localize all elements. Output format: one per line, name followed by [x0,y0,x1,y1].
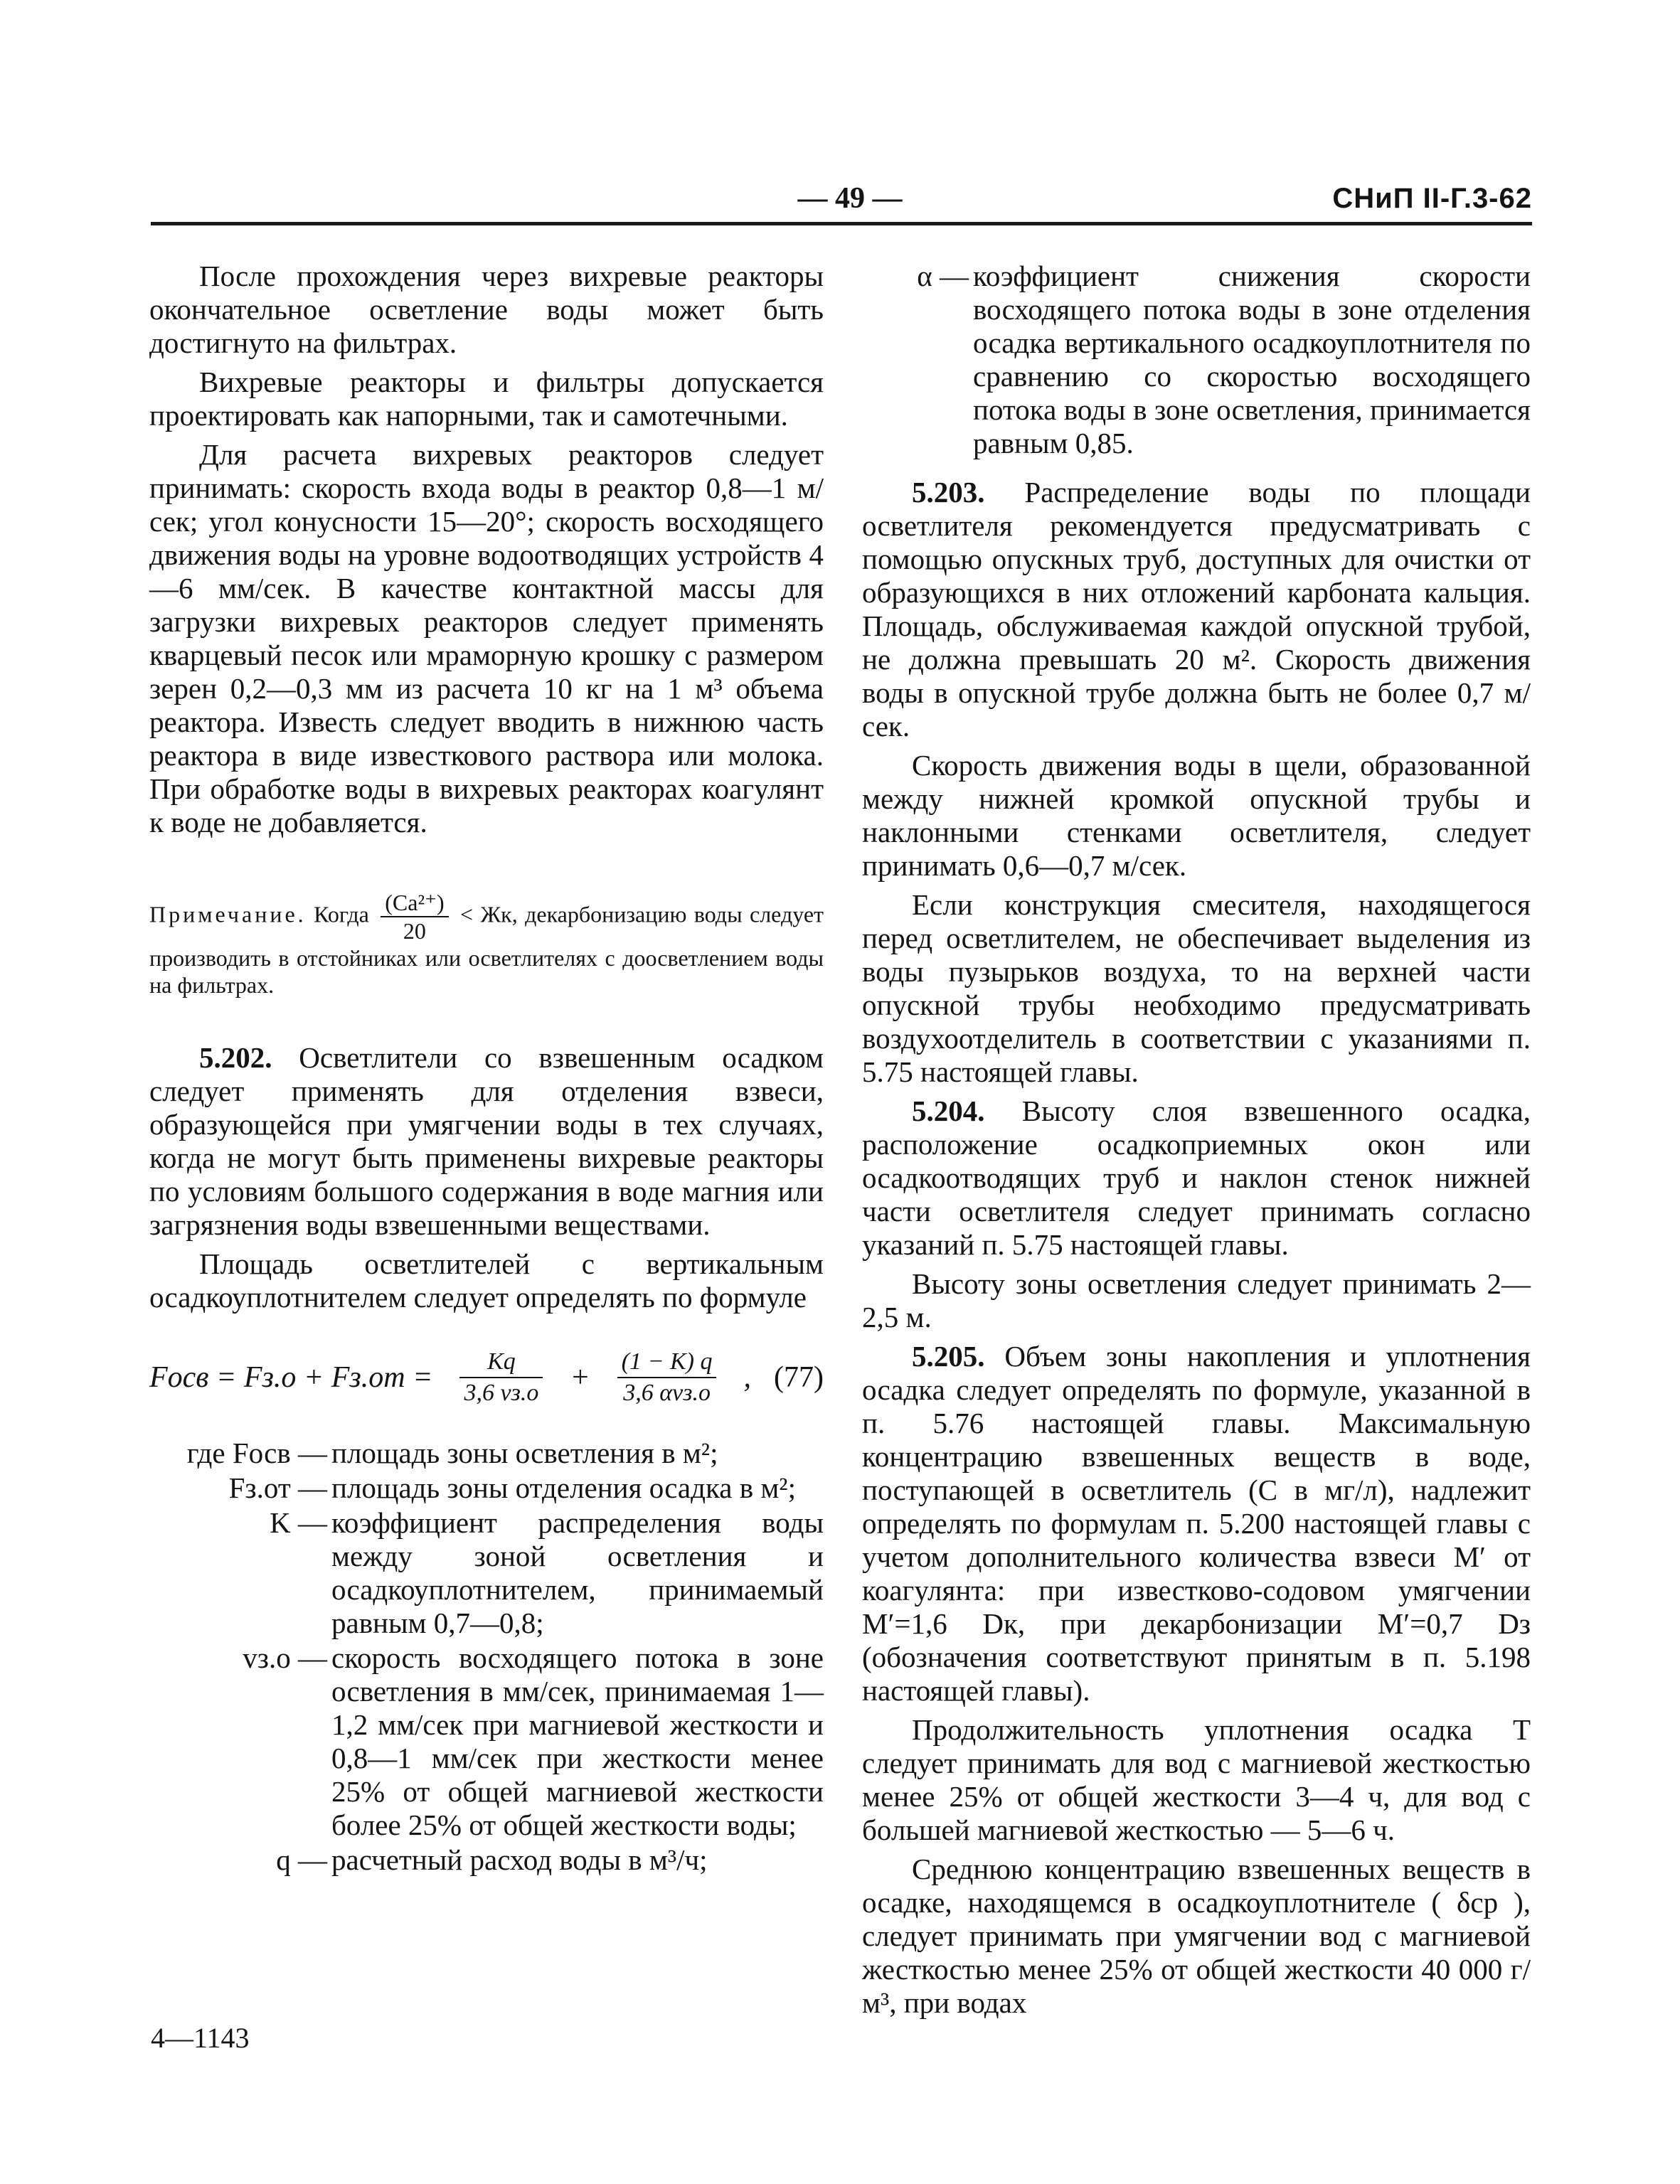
definition-symbol: Fз.от — [228,1471,327,1504]
section-5-204 [862,1094,1531,1262]
right-column [862,260,1531,2025]
section-5-202 [149,1041,824,1242]
definition-symbol: vз.о — [243,1641,327,1674]
paragraph: Среднюю концентрацию взвешенных веществ в осадке, находящемся в осадкоуплотнителе ( δср ), следует принимать при умягчении вод с магниевой жесткостью менее 25% от общей жесткости 40 000 г/м³, при водах [862,1853,1531,2019]
header-rule [151,222,1532,225]
paragraph: Скорость движения воды в щели, образованной между нижней кромкой опускной трубы и наклонными стенками осветлителя, следует принимать 0,6—0,7 м/сек. [862,749,1531,882]
paragraph: Продолжительность уплотнения осадка T следует принимать для вод с магниевой жесткостью менее 25% от общей жесткости 3—4 ч, для вод с большей магниевой жесткостью — 5—6 ч. [862,1713,1531,1846]
formula-comma: , [743,1360,751,1394]
paragraph-text: Распределение воды по площади осветлителя рекомендуется предусматривать с помощью опускных труб, доступных для очистки от образующихся в них отложений карбоната кальция. Площадь, обслуживаемая каждой опускной трубой, не должна превышать 20 м². Скорость движения воды в опускной трубе должна быть не более 0,7 м/сек. [862,476,1531,742]
note-fraction [381,889,448,944]
page-number: — 49 — [797,182,903,215]
section-number: 5.204. [912,1094,985,1127]
left-column [149,260,824,1878]
section-5-205 [862,1340,1531,1708]
paragraph: После прохождения через вихревые реакторы окончательное осветление воды может быть достигнуто на фильтрах. [149,260,824,359]
paragraph: Если конструкция смесителя, находящегося перед осветлителем, не обеспечивает выделения из воды пузырьков воздуха, то на верхней части опускной трубы необходимо предусматривать воздухоотделитель в соответствии с указаниями п. 5.75 настоящей главы. [862,888,1531,1088]
paragraph: Площадь осветлителей с вертикальным осадкоуплотнителем следует определять по формуле [149,1247,824,1314]
formula-lhs: Fосв = Fз.о + Fз.от = [149,1360,433,1394]
definition-item [149,1506,824,1640]
definition-text: скорость восходящего потока в зоне осветления в мм/сек, принимаемая 1—1,2 мм/сек при магниевой жесткости и 0,8—1 мм/сек при жесткости менее 25% от общей магниевой жесткости более 25% от общей жесткости воды; [331,1641,824,1841]
paragraph-text: Объем зоны накопления и уплотнения осадка следует определять по формуле, указанной в п. 5.76 настоящей главы. Максимальную концентрацию взвешенных веществ в воде, поступающей в осветлитель (C в мг/л), надлежит определять по формулам п. 5.200 настоящей главы с учетом дополнительного количества взвеси M′ от коагулянта: при известково-содовом умягчении M′=1,6 Dк, при декарбонизации M′=0,7 Dз (обозначения соответствуют принятым в п. 5.198 настоящей главы). [862,1340,1531,1707]
formula-77 [149,1347,824,1408]
definition-list [149,1437,824,1877]
definition-symbol: q — [276,1843,327,1876]
section-number: 5.205. [912,1340,985,1373]
definition-item [149,1437,824,1470]
formula-term-1 [459,1347,543,1408]
paragraph: Высоту зоны осветления следует принимать 2—2,5 м. [862,1267,1531,1333]
definition-symbol: α — [917,260,969,292]
definition-symbol: K — [270,1506,327,1539]
definition-item [149,1641,824,1842]
definition-item-alpha [862,260,1531,460]
formula-term-2 [617,1347,717,1408]
definition-item [149,1843,824,1877]
note-label: Примечание. [149,901,307,927]
note [149,889,824,998]
document-code: СНиП II-Г.3-62 [1332,183,1532,214]
equation-number: (77) [774,1360,824,1394]
definition-text: коэффициент снижения скорости восходящего потока воды в зоне отделения осадка вертикального осадкоуплотнителя по сравнению со скоростью восходящего потока воды в зоне осветления, принимается равным 0,85. [973,260,1531,459]
fraction-denominator: 20 [403,918,426,944]
definition-text: площадь зоны осветления в м²; [331,1437,718,1469]
formula-plus: + [570,1360,590,1394]
definition-text: площадь зоны отделения осадка в м²; [331,1471,796,1504]
definition-symbol: где Fосв — [186,1437,327,1469]
fraction-denominator: 3,6 αvз.о [623,1380,711,1406]
footer-signature: 4—1143 [151,2022,250,2054]
note-text-after: < Жк, декарбонизацию воды следует производить в отстойниках или осветлителях с доосветлением воды на фильтрах. [149,901,824,998]
definition-text: расчетный расход воды в м³/ч; [331,1843,708,1876]
paragraph: Вихревые реакторы и фильтры допускается проектировать как напорными, так и самотечными. [149,366,824,432]
fraction-denominator: 3,6 vз.о [464,1380,539,1406]
paragraph-text: Осветлители со взвешенным осадком следует применять для отделения взвеси, образующейся при умягчении воды в тех случаях, когда не могут быть применены вихревые реакторы по условиям большого содержания в воде магния или загрязнения воды взвешенными веществами. [149,1041,824,1241]
paragraph-text: Высоту слоя взвешенного осадка, расположение осадкоприемных окон или осадкоотводящих труб и наклон стенок нижней части осветлителя следует принимать согласно указаний п. 5.75 настоящей главы. [862,1094,1531,1261]
definition-item [149,1471,824,1505]
paragraph: Для расчета вихревых реакторов следует принимать: скорость входа воды в реактор 0,8—1 м/сек; угол конусности 15—20°; скорость восходящего движения воды на уровне водоотводящих устройств 4—6 мм/сек. В качестве контактной массы для загрузки вихревых реакторов следует применять кварцевый песок или мраморную крошку с размером зерен 0,2—0,3 мм из расчета 10 кг на 1 м³ объема реактора. Известь следует вводить в нижнюю часть реактора в виде известкового раствора или молока. При обработке воды в вихревых реакторах коагулянт к воде не добавляется. [149,438,824,838]
note-text-before: Когда [314,901,369,927]
fraction-numerator: (1 − K) q [617,1347,717,1378]
section-number: 5.203. [912,476,985,508]
fraction-numerator: (Ca²⁺) [381,889,448,917]
section-5-203 [862,476,1531,743]
fraction-numerator: Kq [459,1347,543,1378]
definition-text: коэффициент распределения воды между зоной осветления и осадкоуплотнителем, принимаемый равным 0,7—0,8; [331,1506,824,1639]
section-number: 5.202. [199,1041,272,1074]
